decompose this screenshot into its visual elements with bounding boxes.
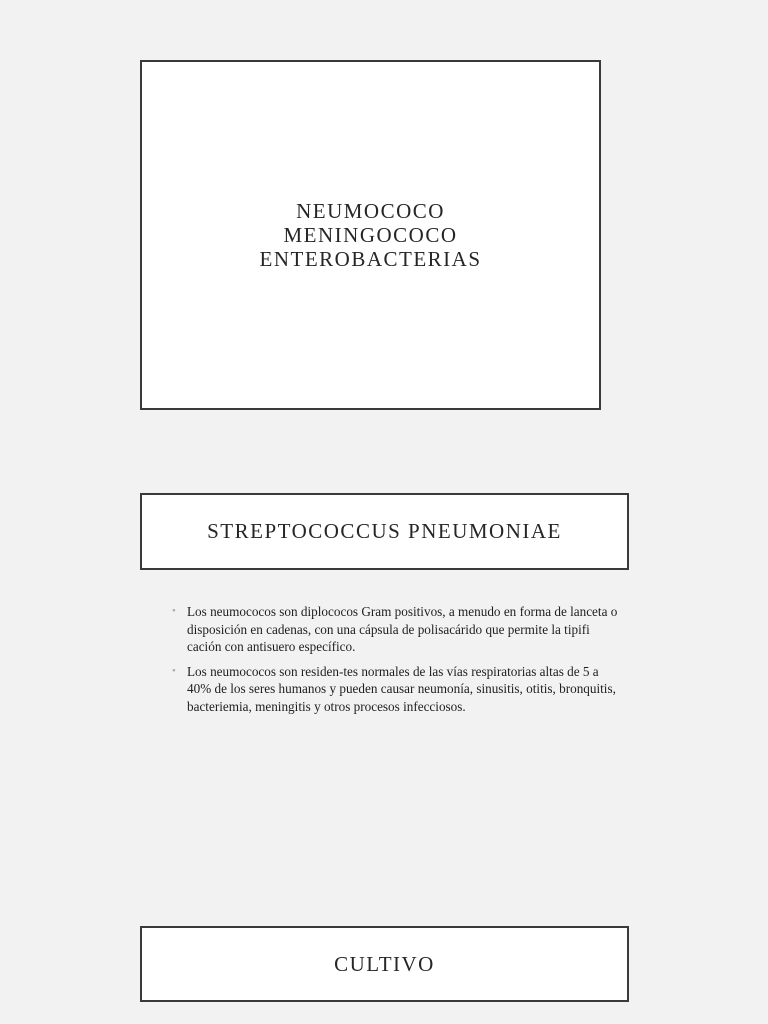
section-heading-box (140, 493, 629, 570)
title-text (260, 199, 482, 271)
bullet-marker-icon: • (172, 605, 176, 617)
section-heading: STREPTOCOCCUS PNEUMONIAE (207, 519, 562, 543)
bullet-marker-icon: • (172, 664, 176, 677)
list-item (172, 663, 622, 716)
section-heading-box (140, 926, 629, 1002)
section-heading: CULTIVO (334, 951, 435, 976)
title-line-3: ENTEROBACTERIAS (259, 247, 482, 271)
list-item (172, 603, 622, 656)
bullet-text: Los neumococos son residen-tes normales de las vías respiratorias altas de 5 a 40% de los seres humanos y pueden causar neumonía, sinusitis, otitis, bronquitis, bacteriemia, meningitis y otros procesos infecciosos. (187, 663, 616, 714)
bullet-text: Los neumococos son diplococos Gram positivos, a menudo en forma de lanceta o disposición en cadenas, con una cápsula de polisacárido que permite la tipifi cación con antisuero específico. (187, 604, 618, 654)
bullet-list (172, 603, 622, 722)
title-line-1: NEUMOCOCO (296, 199, 445, 223)
title-slide (140, 60, 601, 410)
title-line-2: MENINGOCOCO (283, 223, 458, 247)
